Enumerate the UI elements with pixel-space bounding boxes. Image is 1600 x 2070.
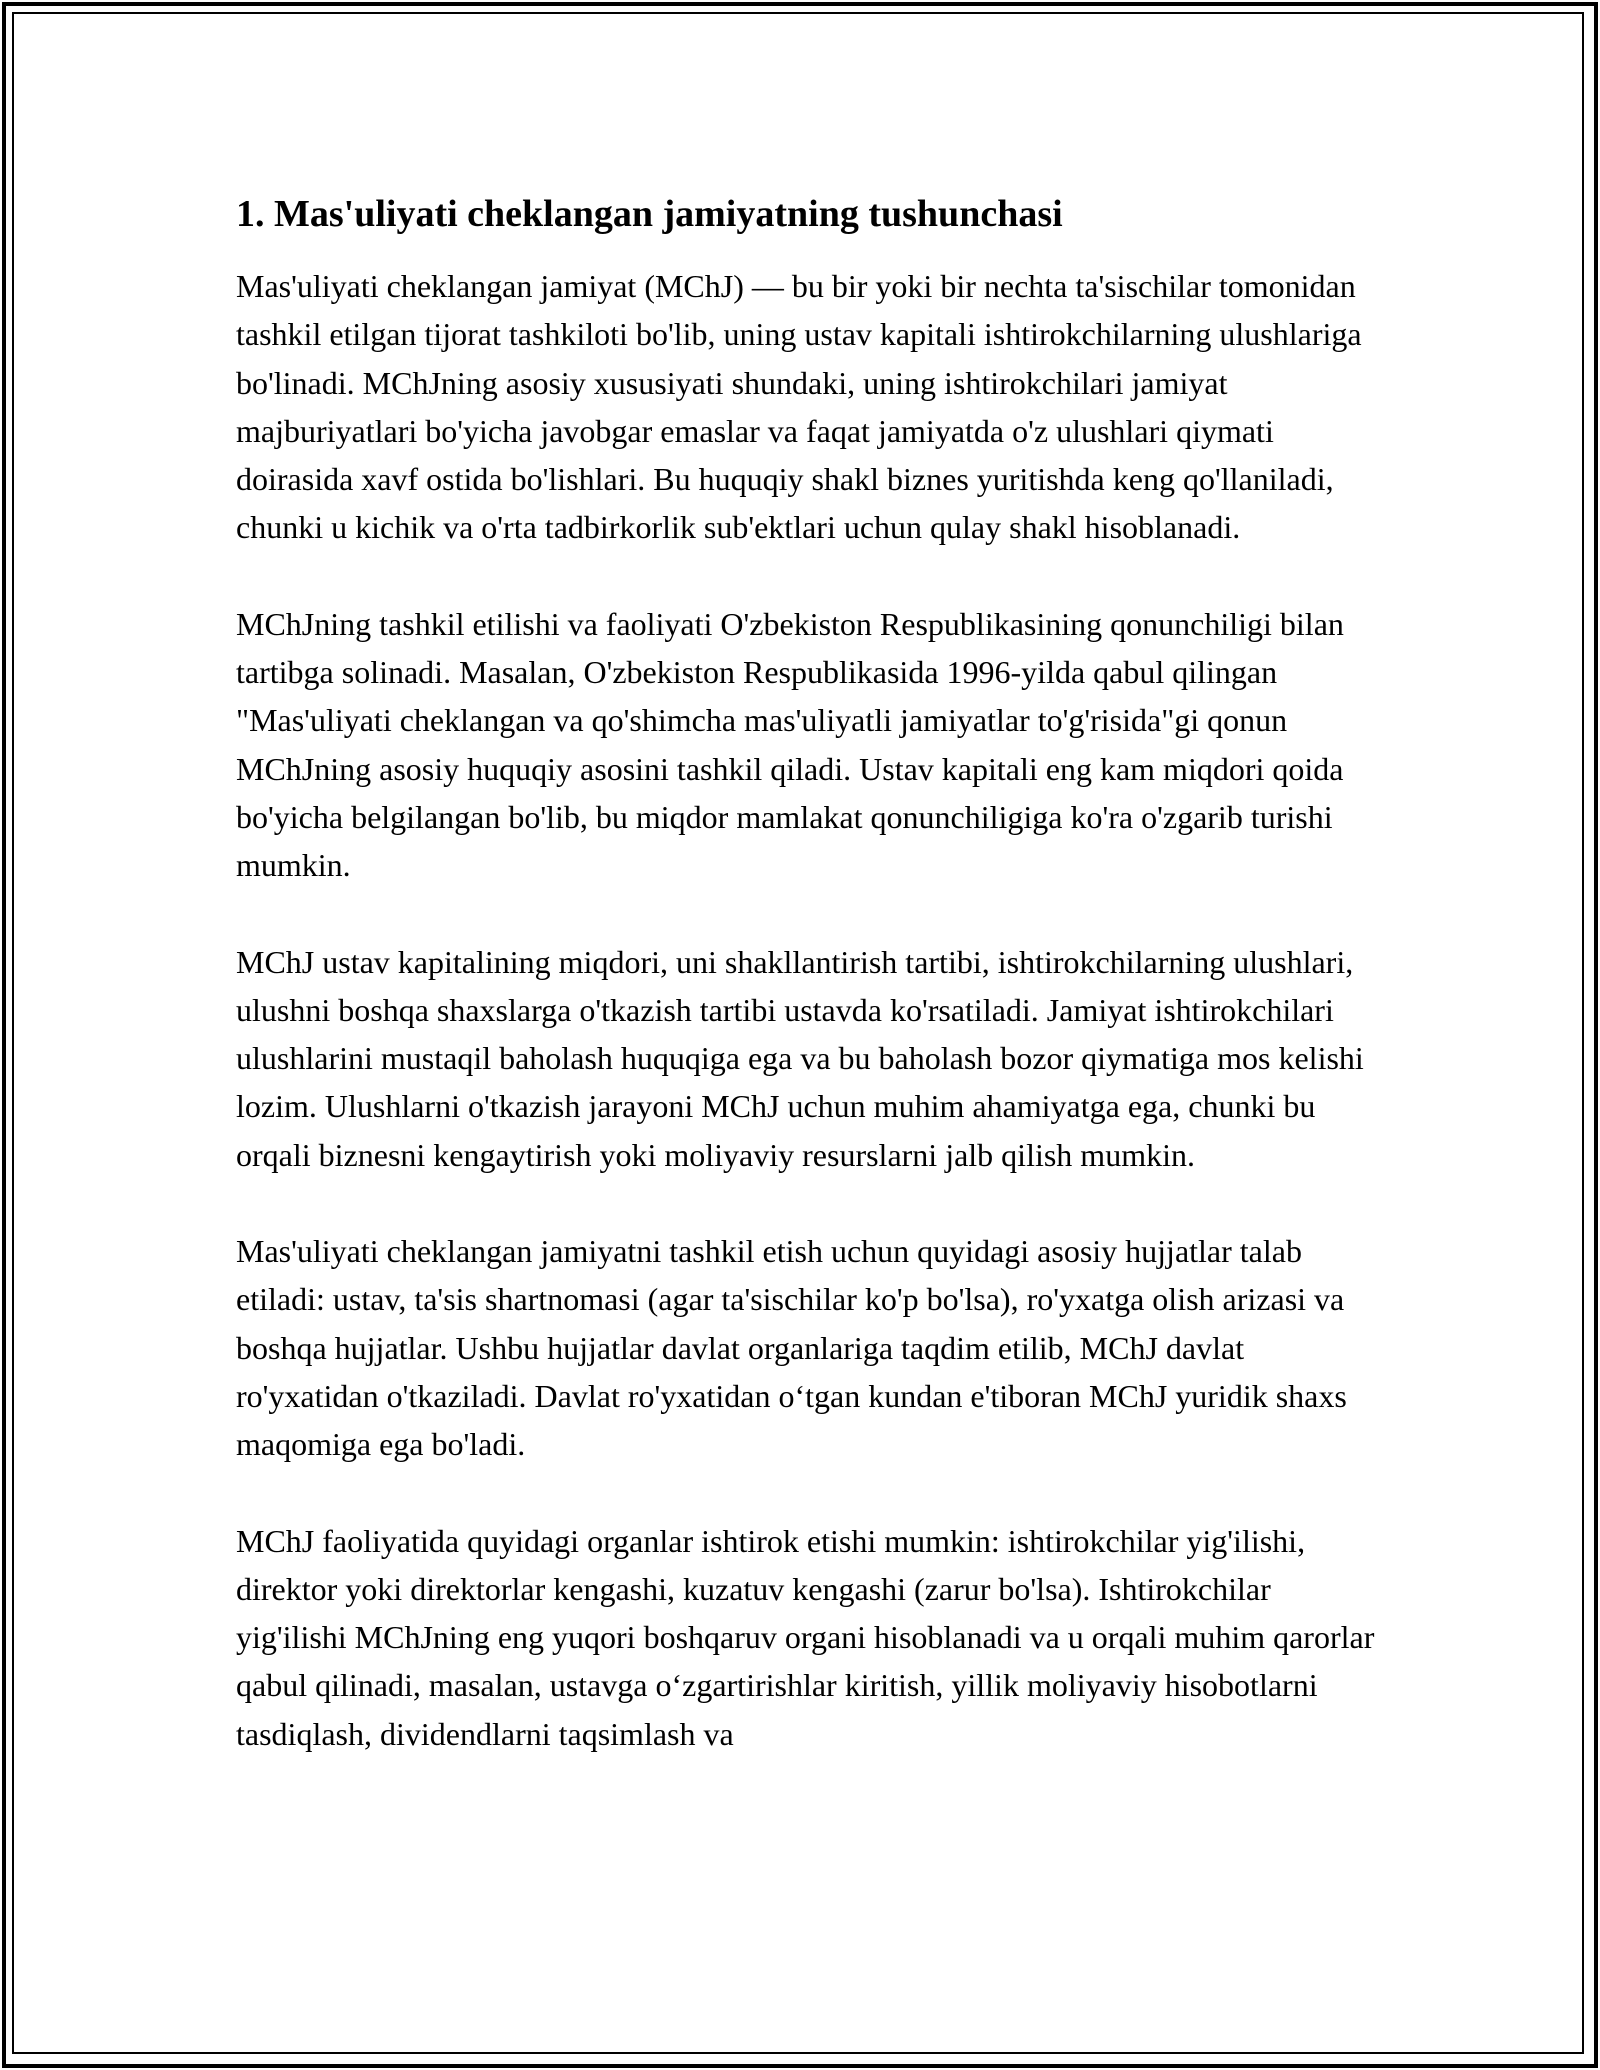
paragraph-2: MChJning tashkil etilishi va faoliyati O'zbekiston Respublikasining qonunchiligi bilan tartibga solinadi. Masalan, O'zbekiston Respublikasida 1996-yilda qabul qilingan "Mas'uliyati cheklangan va qo'shimcha mas'uliyatli jamiyatlar to'g'risida"gi qonun MChJning asosiy huquqiy asosini tashkil qiladi. Ustav kapitali eng kam miqdori qoida bo'yicha belgilangan bo'lib, bu miqdor mamlakat qonunchiligiga ko'ra o'zgarib turishi mumkin. [236,605,1344,884]
document-body [236,188,1386,1806]
paragraph-1: Mas'uliyati cheklangan jamiyat (MChJ) — bu bir yoki bir nechta ta'sischilar tomonidan tashkil etilgan tijorat tashkiloti bo'lib, uning ustav kapitali ishtirokchilarning ulushlariga bo'linadi. MChJning asosiy xususiyati shundaki, uning ishtirokchilari jamiyat majburiyatlari bo'yicha javobgar emaslar va faqat jamiyatda o'z ulushlari qiymati doirasida xavf ostida bo'lishlari. Bu huquqiy shakl biznes yuritishda keng qo'llaniladi, chunki u kichik va o'rta tadbirkorlik sub'ektlari uchun qulay shakl hisoblanadi. [236,268,1362,546]
section-title: 1. Mas'uliyati cheklangan jamiyatning tushunchasi [236,193,1063,235]
paragraph-3: MChJ ustav kapitalining miqdori, uni shakllantirish tartibi, ishtirokchilarning ulushlari, ulushni boshqa shaxslarga o'tkazish tartibi ustavda ko'rsatiladi. Jamiyat ishtirokchilari ulushlarini mustaqil baholash huquqiga ega va bu baholash bozor qiymatiga mos kelishi lozim. Ulushlarni o'tkazish jarayoni MChJ uchun muhim ahamiyatga ega, chunki bu orqali biznesni kengaytirish yoki moliyaviy resurslarni jalb qilish mumkin. [236,943,1364,1173]
paragraph-4: Mas'uliyati cheklangan jamiyatni tashkil etish uchun quyidagi asosiy hujjatlar talab etiladi: ustav, ta'sis shartnomasi (agar ta'sischilar ko'p bo'lsa), ro'yxatga olish arizasi va boshqa hujjatlar. Ushbu hujjatlar davlat organlariga taqdim etilib, MChJ davlat ro'yxatidan o'tkaziladi. Davlat ro'yxatidan o‘tgan kundan e'tiboran MChJ yuridik shaxs maqomiga ega bo'ladi. [236,1233,1347,1463]
paragraph-5: MChJ faoliyatida quyidagi organlar ishtirok etishi mumkin: ishtirokchilar yig'ilishi, direktor yoki direktorlar kengashi, kuzatuv kengashi (zarur bo'lsa). Ishtirokchilar yig'ilishi MChJning eng yuqori boshqaruv organi hisoblanadi va u orqali muhim qarorlar qabul qilinadi, masalan, ustavga o‘zgartirishlar kiritish, yillik moliyaviy hisobotlarni tasdiqlash, dividendlarni taqsimlash va [236,1522,1375,1752]
